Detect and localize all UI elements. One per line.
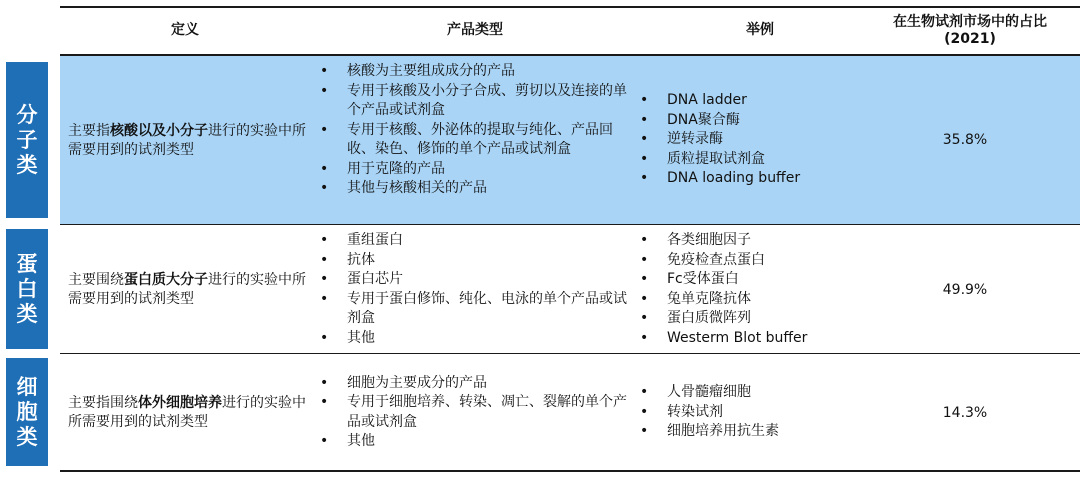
list-item: • 兔单克隆抗体	[640, 290, 840, 310]
definition-bold: 核酸以及小分子	[110, 123, 208, 139]
top-rule	[60, 6, 1080, 8]
list-item: • 转染试剂	[640, 403, 779, 423]
example-list-protein	[640, 231, 840, 348]
list-item: • 重组蛋白	[320, 231, 630, 251]
definition-text: 进行的实验中所需要用到的试剂类型	[68, 271, 306, 307]
list-item: • 人骨髓瘤细胞	[640, 383, 779, 403]
list-item: • 蛋白芯片	[320, 270, 630, 290]
list-item: • DNA loading buffer	[640, 169, 800, 189]
list-item: • 其他	[320, 329, 630, 349]
list-item: • 专用于核酸及小分子合成、剪切以及连接的单个产品或试剂盒	[320, 82, 630, 121]
examples-molecular-cell	[640, 56, 840, 224]
list-item: • Westerm Blot buffer	[640, 329, 840, 349]
definition-text: 主要指围绕	[68, 394, 138, 411]
row-label-char: 子	[16, 127, 38, 152]
header-market-share-year: (2021)	[944, 30, 996, 47]
row-label-char: 分	[16, 102, 38, 127]
definition-text: 主要指	[68, 123, 110, 139]
definition-text: 进行的实验中所需要用到的试剂类型	[68, 123, 306, 158]
share-protein: 49.9%	[942, 281, 988, 298]
row-label-protein	[6, 229, 48, 349]
row-divider-2	[60, 353, 1080, 354]
list-item: • 细胞培养用抗生素	[640, 422, 779, 442]
definition-molecular	[68, 58, 316, 224]
header-definition: 定义	[171, 22, 199, 38]
bottom-rule	[60, 470, 1080, 472]
row-label-char: 胞	[16, 399, 38, 424]
definition-bold: 蛋白质大分子	[124, 271, 208, 288]
product-list-cell	[320, 374, 630, 452]
list-item: • 专用于细胞培养、转染、凋亡、裂解的单个产品或试剂盒	[320, 393, 630, 432]
list-item: • 其他与核酸相关的产品	[320, 179, 630, 199]
definition-cell	[68, 355, 316, 470]
header-product-types: 产品类型	[447, 22, 503, 38]
list-item: • 各类细胞因子	[640, 231, 840, 251]
list-item: • 质粒提取试剂盒	[640, 150, 800, 170]
example-list-cell	[640, 383, 779, 442]
definition-text: 进行的实验中所需要用到的试剂类型	[68, 394, 306, 430]
row-label-char: 类	[16, 301, 38, 326]
list-item: • 抗体	[320, 251, 630, 271]
list-item: • 细胞为主要成分的产品	[320, 374, 630, 394]
list-item: • DNA聚合酶	[640, 111, 800, 131]
share-molecular: 35.8%	[942, 132, 988, 148]
list-item: • 免疫检查点蛋白	[640, 251, 840, 271]
products-cell-cell	[320, 355, 630, 470]
list-item: • 专用于蛋白修饰、纯化、电泳的单个产品或试剂盒	[320, 290, 630, 329]
row-label-char: 类	[16, 424, 38, 449]
row-label-char: 白	[16, 276, 38, 301]
row-label-char: 类	[16, 152, 38, 177]
list-item: • Fc受体蛋白	[640, 270, 840, 290]
list-item: • DNA ladder	[640, 91, 800, 111]
share-cell: 14.3%	[942, 404, 988, 421]
row-label-molecular	[6, 62, 48, 218]
header-market-share-title: 在生物试剂市场中的占比	[893, 13, 1047, 30]
product-list-protein	[320, 231, 630, 348]
definition-protein	[68, 226, 316, 353]
example-list-molecular	[640, 91, 800, 189]
row-label-cell	[6, 358, 48, 466]
row-divider-1	[60, 224, 1080, 225]
examples-cell-cell	[640, 355, 840, 470]
list-item: • 逆转录酶	[640, 130, 800, 150]
definition-text: 主要围绕	[68, 271, 124, 288]
list-item: • 核酸为主要组成成分的产品	[320, 62, 630, 82]
row-label-char: 蛋	[16, 251, 38, 276]
list-item: • 用于克隆的产品	[320, 160, 630, 180]
header-examples: 举例	[746, 22, 774, 38]
list-item: • 其他	[320, 432, 630, 452]
list-item: • 专用于核酸、外泌体的提取与纯化、产品回收、染色、修饰的单个产品或试剂盒	[320, 121, 630, 160]
row-label-char: 细	[16, 374, 38, 399]
list-item: • 蛋白质微阵列	[640, 309, 840, 329]
header-market-share	[870, 8, 1070, 53]
definition-bold: 体外细胞培养	[138, 394, 222, 411]
product-list-molecular	[320, 62, 630, 199]
